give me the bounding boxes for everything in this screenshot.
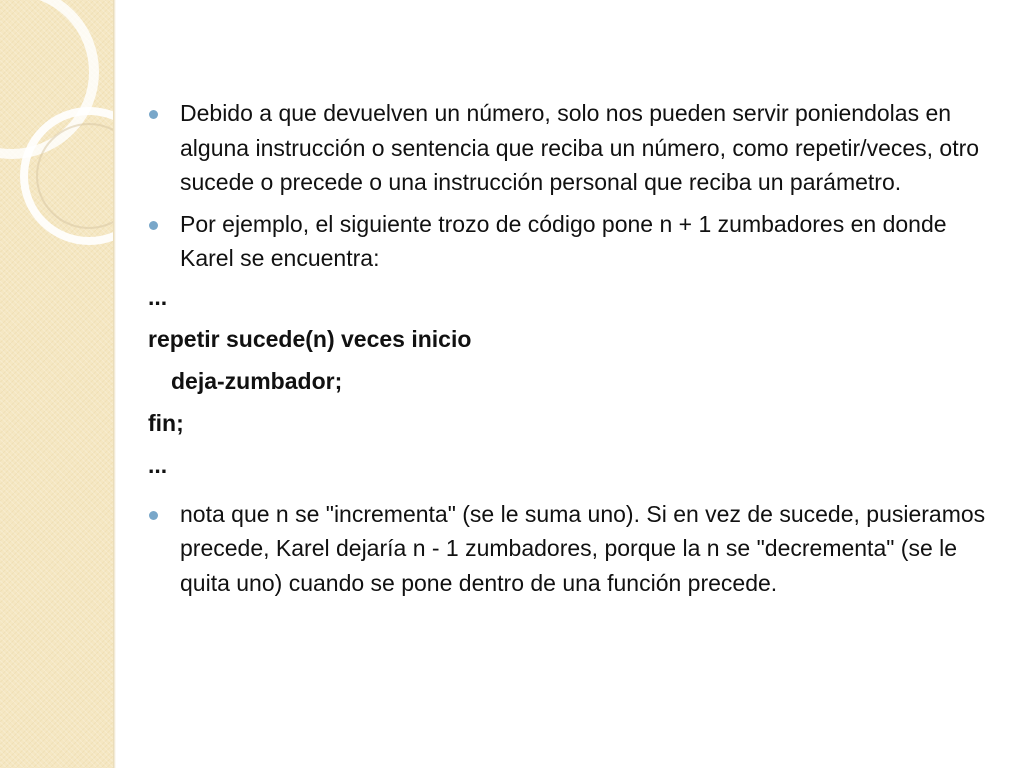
bullet-dot-icon [149,511,158,520]
bullet-return-value [148,96,998,200]
bullet-example [148,207,998,276]
sidebar-edge [113,0,116,768]
bullet-example-text: Por ejemplo, el siguiente trozo de código pone n + 1 zumbadores en donde Karel se encuentra: [180,210,947,271]
bullet-return-value-text: Debido a que devuelven un número, solo nos pueden servir poniendolas en alguna instrucción o sentencia que reciba un número, como repetir/veces, otro sucede o precede o una instrucción personal que reciba un parámetro. [180,100,980,195]
inner-decorative-circle [37,124,114,228]
decorative-circles [0,0,114,320]
bullet-dot-icon [149,221,158,230]
slide-content [148,96,998,607]
code-leave-beeper-line: deja-zumbador; [171,367,343,394]
bullet-dot-icon [149,110,158,119]
code-ellipsis-start: ... [148,283,168,310]
code-ellipsis-end: ... [148,451,168,478]
code-repeat-line: repetir sucede(n) veces inicio [148,325,472,352]
decorative-sidebar [0,0,114,768]
code-end-line: fin; [148,409,184,436]
bullet-note-text: nota que n se "incrementa" (se le suma uno). Si en vez de sucede, pusieramos precede, Karel dejaría n - 1 zumbadores, porque la n se "decrementa" (se le quita uno) cuando se pone dentro de una función precede. [180,500,986,596]
bullet-note [148,497,998,601]
